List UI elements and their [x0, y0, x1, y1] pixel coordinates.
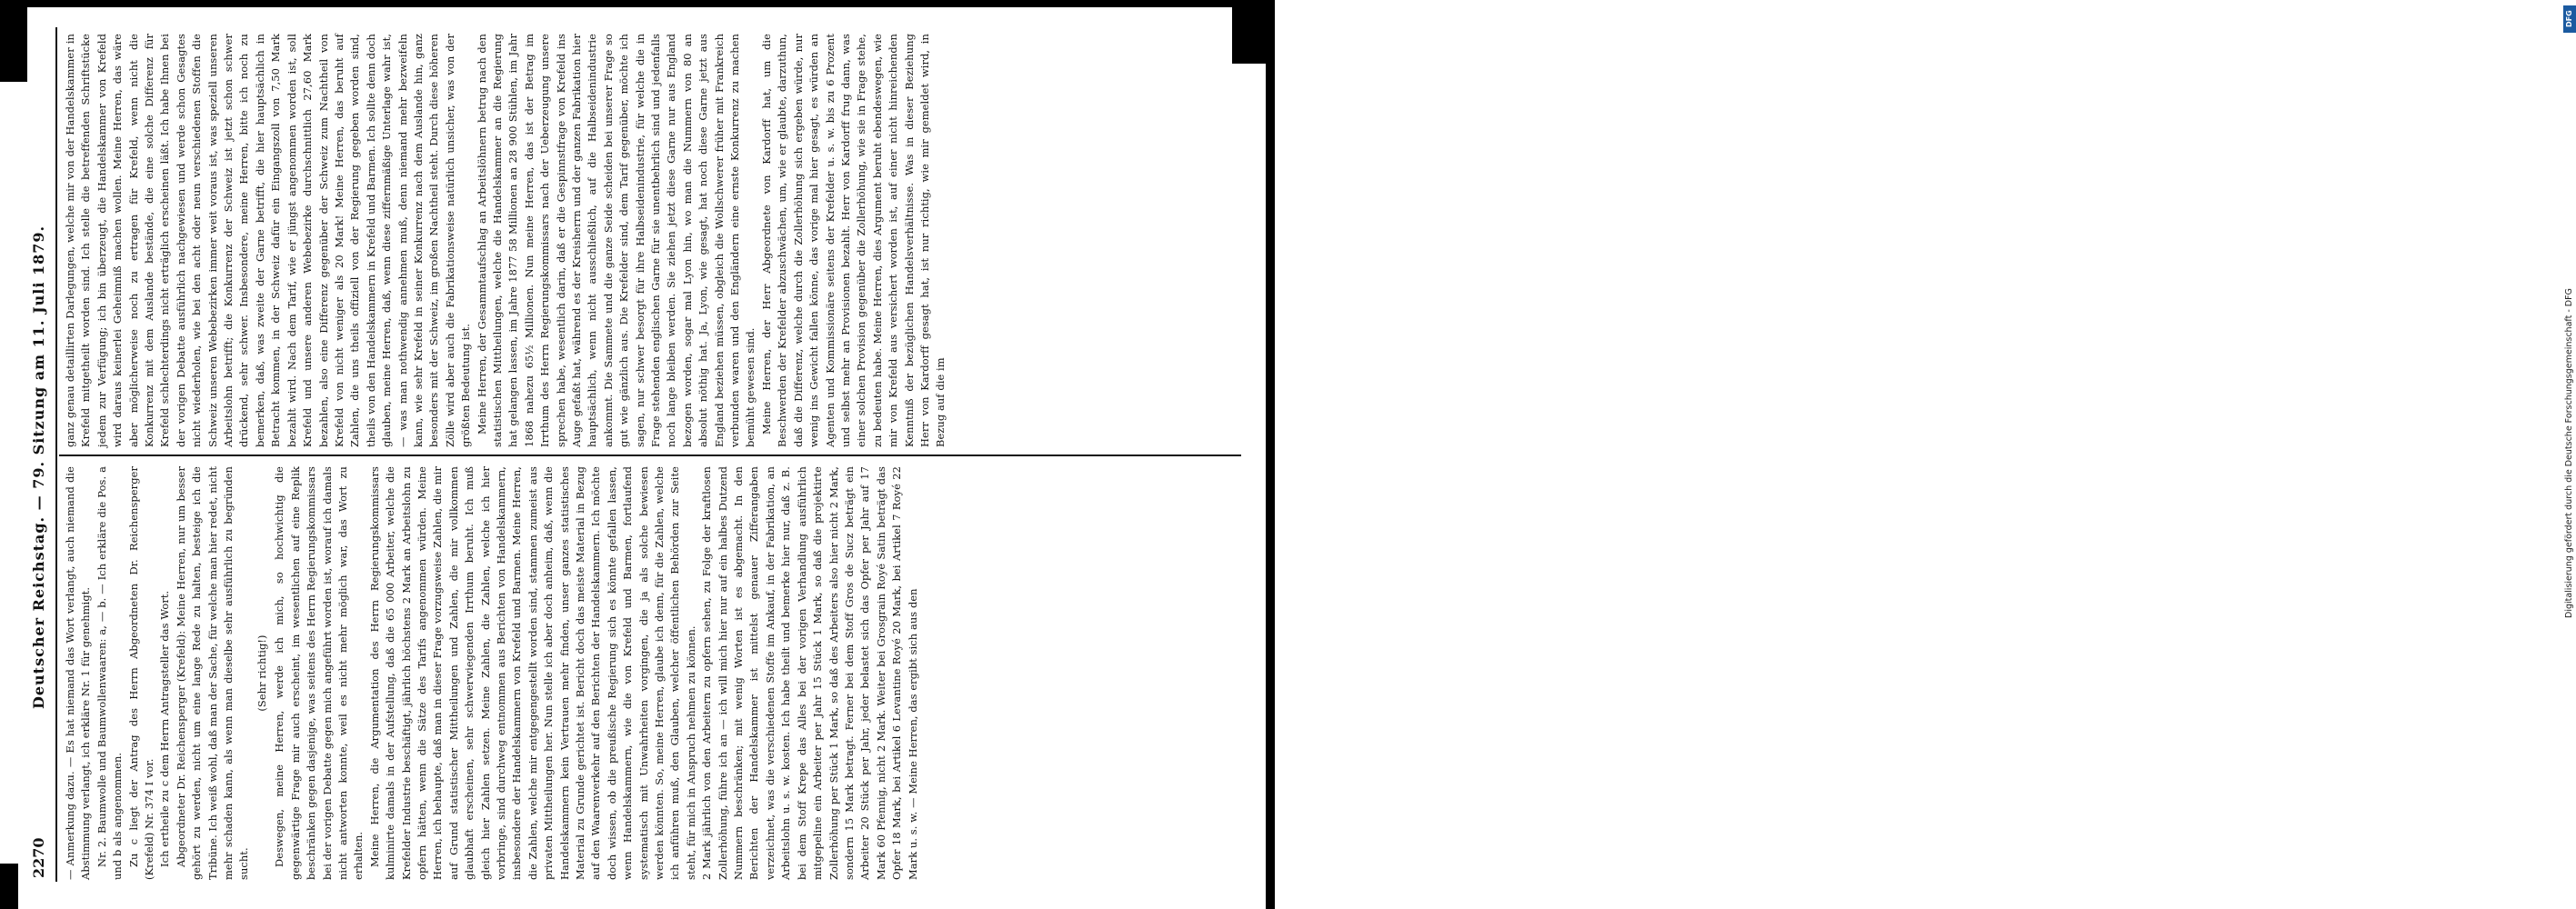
paragraph: Nr. 2. Baumwolle und Baumwollenwaaren: a, — b. — Ich erkläre die Pos. a und b als angenommen. — [95, 466, 125, 880]
paragraph: Meine Herren, der Herr Abgeordnete von Kardorff hat, um die Beschwerden der Krefelder abzuschwächen, um, wie er glaubte, darzuthun, daß die Differenz, welche durch die Zollerhöhung sich ergeben würde, nur wenig ins Gewicht fallen könne, das vorige mal hier gesagt, es würden an Agenten und Kommissionäre seitens der Krefelder u. s. w. bis zu 6 Prozent und selbst mehr an Provisionen bezahlt. Herr von Kardorff frug dann, was einer solchen Provision gegenüber die Zollerhöhung, wie sie in Frage stehe, zu bedeuten habe. Meine Herren, dies Argument beruht ebendeswegen, wie mir von Krefeld aus versichert worden ist, auf einer nicht hinreichenden Kenntniß der bezüglichen Handelsverhältnisse. Was in dieser Beziehung Herr von Kardorff gesagt hat, ist nur richtig, wie mir gemeldet wird, in Bezug auf die im — [759, 34, 947, 447]
scan-border-right — [1266, 0, 1275, 909]
column-divider — [59, 454, 1241, 456]
rotated-document-page — [23, 27, 1246, 882]
digitization-credit: Digitalisierung gefördert durch die Deutsche Forschungsgemeinschaft - DFG — [2564, 288, 2574, 618]
left-column — [63, 466, 1236, 880]
dfg-logo: DFG — [2563, 5, 2576, 33]
digitization-sidebar — [1278, 0, 2574, 909]
right-column — [63, 34, 1236, 447]
paragraph: Abgeordneter Dr. Reichensperger (Krefeld): Meine Herren, nur um besser gehört zu werden, nicht um eine lange Rede zu halten, besteige ich die Tribüne. Ich weiß wohl, daß man der Sache, für welche man hier redet, nicht mehr schaden kann, als wenn man dieselbe sehr ausführlich zu begründen sucht. — [174, 466, 251, 880]
interjection: (Sehr richtig!) — [255, 634, 268, 712]
paragraph: ganz genau detaillirten Darlegungen, welche mir von der Handelskammer in Krefeld mitgetheilt worden sind. Ich stelle die betreffenden Schriftstücke jedem zur Verfügung; ich bin überzeugt, die Handelskammer von Krefeld wird daraus keinerlei Geheimniß machen wollen. Meine Herren, das wäre aber möglicherweise noch zu ertragen für Krefeld, wenn nicht die Konkurrenz mit dem Auslande bestände, die eine solche Differenz für Krefeld schlechterdings nicht erträglich erscheinen läßt. Ich habe Ihnen bei der vorigen Debatte ausführlich nachgewiesen und werde schon Gesagtes nicht wiederholen, wie bei den acht oder neun verschiedenen Stoffen die Schweiz unseren Webebezirken immer weit voraus ist, was speziell unseren Arbeitslohn betrifft; die Konkurrenz der Schweiz ist jetzt schon schwer drückend, sehr schwer. Insbesondere, meine Herren, bitte ich noch zu bemerken, daß, was zweite der Garne betrifft, die hier hauptsächlich in Betracht kommen, in der Schweiz dafür ein Eingangszoll von 7,50 Mark bezahlt wird. Nach dem Tarif, wie er jüngst angenommen worden ist, soll Krefeld und unsere anderen Webebezirke durchschnittlich 27,60 Mark bezahlen, also eine Differenz gegenüber der Schweiz zum Nachtheil von Krefeld von nicht weniger als 20 Mark! Meine Herren, das beruht auf Zahlen, die uns theils offiziell von der Regierung gegeben worden sind, theils von den Handelskammern in Krefeld und Barmen. Ich sollte denn doch glauben, meine Herren, daß, wenn diese ziffernmäßige Unterlage wahr ist, — was man nothwendig annehmen muß, denn niemand mehr bezweifeln kann, wie sehr Krefeld in seiner Konkurrenz nach dem Auslande hin, ganz besonders mit der Schweiz, im großen Nachtheil steht. Durch diese höheren Zölle wird aber auch die Fabrikationsweise natürlich unsicher, was von der größten Bedeutung ist. — [64, 34, 473, 447]
paragraph: Meine Herren, die Argumentation des Herrn Regierungskommissars kulminirte damals in der Aufstellung, daß die 65 000 Arbeiter, welche die Krefelder Industrie beschäftigt, jährlich höchstens 2 Mark an Arbeitslohn zu opfern hätten, wenn die Sätze des Tarifs angenommen würden. Meine Herren, ich behaupte, daß man in dieser Frage vorzugsweise Zahlen, die mir auf Grund statistischer Mittheilungen und Zahlen, die mir vollkommen glaubhaft erscheinen, sehr schwerwiegenden Irrthum beruht. Ich muß gleich hier Zahlen setzen. Meine Zahlen, die Zahlen, welche ich hier vorbringe, sind durchweg entnommen aus Berichten von Handelskammern, insbesondere der Handelskammern von Krefeld und Barmen. Meine Herren, die Zahlen, welche mir entgegengestellt worden sind, stammen zumeist aus privaten Mittheilungen her. Nun stelle ich aber doch anheim, daß, wenn die Handelskammern kein Vertrauen mehr finden, unser ganzes statistisches Material zu Grunde gerichtet ist. Bericht doch das meiste Material in Bezug auf den Waarenverkehr auf den Berichten der Handelskammern. Ich möchte doch wissen, ob die preußische Regierung sich es könnte gefallen lassen, wenn Handelskammern, wie die von Krefeld und Barmen, fortlaufend systematisch mit Unwahrheiten vorgingen, die ja als solche bewiesen werden könnten. So, meine Herren, glaube ich denn, für die Zahlen, welche ich anführen muß, den Glauben, welcher öffentlichen Behörden zur Seite steht, für mich in Anspruch nehmen zu können. — [367, 466, 697, 880]
header-title: Deutscher Reichstag. — 79. Sitzung am 11. Juli 1879. — [30, 225, 47, 709]
paragraph: Zu c liegt der Antrag des Herrn Abgeordneten Dr. Reichensperger (Krefeld) Nr. 374 I vor. — [126, 466, 156, 880]
paragraph: — Anmerkung dazu. — Es hat niemand das Wort verlangt, auch niemand die Abstimmung verlangt, ich erkläre Nr. 1 für genehmigt. — [64, 466, 93, 880]
scan-border-top — [0, 0, 1264, 7]
paragraph: Meine Herren, der Gesammtaufschlag an Arbeitslöhnern betrug nach den statistischen Mittheilungen, welche die Handelskammer an die Regierung hat gelangen lassen, im Jahre 1877 58 Millionen an 28 900 Stühlen, im Jahr 1868 nahezu 65½ Millionen. Nun meine Herren, das ist der Betrag im Irrthum des Herrn Regierungskommissars nach der Ueberzeugung unsere sprechen habe, wesentlich darin, daß er die Gespinnstfrage von Krefeld ins Auge gefaßt hat, während es der Kreisherrn und der ganzen Fabrikation hier hauptsächlich, wenn nicht ausschließlich, auf die Halbseidenindustrie ankommt. Die Sammete und die ganze Seide scheiden bei unserer Frage so gut wie gänzlich aus. Die Krefelder sind, dem Tarif gegenüber, möchte ich sagen, nur schwer besorgt für ihre Halbseidenindustrie, für welche die in Frage stehenden englischen Garne für sie unentbehrlich sind und jedenfalls noch lange bleiben werden. Sie ziehen jetzt diese Garne nur aus England bezogen worden, sogar mal Lyon hin, wo man die Nummern von 80 an absolut nöthig hat. Ja, Lyon, wie gesagt, hat noch diese Garne jetzt aus England beziehen müssen, obgleich die Wollschwerer früher mit Frankreich verbunden waren und den Engländern eine ernste Konkurrenz zu machen bemüht gewesen sind. — [475, 34, 757, 447]
scan-corner-bottom-left — [0, 864, 18, 909]
paragraph: Deswegen, meine Herren, werde ich mich, so hochwichtig die gegenwärtige Frage mir auch erscheint, im wesentlichen auf eine Replik beschränken gegen dasjenige, was seitens des Herrn Regierungskommissars bei der vorigen Debatte gegen mich angeführt worden ist, worauf ich damals nicht antworten konnte, weil es nicht mehr möglich war, das Wort zu erhalten. — [273, 466, 366, 880]
paragraph: 2 Mark jährlich von den Arbeitern zu opfern sehen, zu Folge der kraftlosen Zollerhöhung, führe ich an — ich will mich hier nur auf ein halbes Dutzend Nummern beschränken; mit wenig Worten ist es abgemacht. In den Berichten der Handelskammer ist mittelst genauer Zifferangaben verzeichnet, was die verschiedenen Stoffe im Ankauf, in der Fabrikation, an Arbeitslohn u. s. w. kosten. Ich habe theilt und bemerke hier nur, daß z. B. bei dem Stoff Krepe das Alles bei der vorigen Verhandlung ausführlich mitgepeline ein Arbeiter per Jahr 15 Stück 1 Mark, so daß die projektirte Zollerhöhung per Stück 1 Mark, so daß des Arbeiters also hier nicht 2 Mark, sondern 15 Mark betragt. Ferner bei dem Stoff Gros de Sucz beträgt ein Arbeiter 20 Stück per Jahr, jeder belastet sich das Opfer per Jahr auf 17 Mark 60 Pfennig, nicht 2 Mark. Weiter bei Grosgrain Royé Satin beträgt das Opfer 18 Mark, bei Artikel 6 Levantine Royé 20 Mark, bei Artikel 7 Royé 22 Mark u. s. w. — Meine Herren, das ergibt sich aus den — [700, 466, 919, 880]
page-header — [30, 27, 55, 882]
paragraph: Ich ertheile zu c dem Herrn Antragsteller das Wort. — [158, 590, 172, 867]
page-number: 2270 — [30, 837, 47, 878]
header-rule — [55, 27, 57, 882]
